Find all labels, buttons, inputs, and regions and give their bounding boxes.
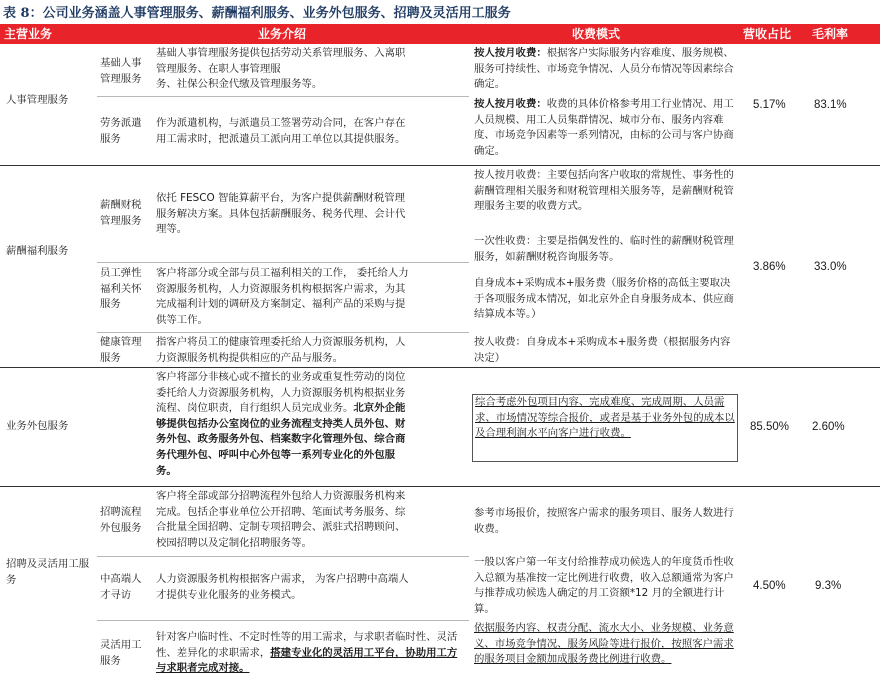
fee-text: 按人按月收费：收费的具体价格参考用工行业情况、用工人员规模、用工人员集群情况、城市分布、服务内容难度、市场竞争因素等一系列情况，由标的公司与客户协商确定。	[474, 98, 734, 157]
fee-text: 按人按月收费：主要包括向客户收取的常规性、事务性的薪酬管理相关服务和财税管理相关服务等，是薪酬财税管理服务主要的收费方式。	[474, 169, 734, 213]
revenue-ratio: 3.86%	[753, 261, 786, 273]
divider	[97, 332, 469, 333]
gross-margin: 33.0%	[814, 261, 847, 273]
gross-margin: 83.1%	[814, 99, 847, 111]
fee-text: 一般以客户第一年支付给推荐成功候选人的年度货币性收入总额为基准按一定比例进行收费，收入总额通常为客户与推荐成功候选人确定的月工资额*12 月的全额进行计算。	[474, 556, 734, 615]
header-gross-margin: 毛利率	[812, 27, 849, 41]
sub-intro: 针对客户临时性、不定时性等的用工需求，与求职者临时性、灵活性、差异化的求职需求，搭建专业化的灵活用工平台，协助用工方与求职者完成对接。	[156, 631, 458, 675]
divider	[97, 262, 469, 263]
header-intro: 业务介绍	[258, 27, 307, 41]
divider	[97, 620, 469, 621]
table-title: 表 8：公司业务涵盖人事管理服务、薪酬福利服务、业务外包服务、招聘及灵活用工服务	[3, 6, 511, 21]
sub-name: 基础人事 管理服务	[100, 57, 142, 85]
revenue-ratio: 4.50%	[753, 580, 786, 592]
sub-intro: 依托 FESCO 智能算薪平台，为客户提供薪酬财税管理 服务解决方案。具体包括薪酬服务、税务代理、会计代 理等。	[156, 192, 406, 236]
sub-intro: 指客户将员工的健康管理委托给人力资源服务机构，人 力资源服务机构提供相应的产品与服务。	[156, 336, 406, 364]
sub-name: 员工弹性 福利关怀 服务	[100, 267, 142, 311]
sub-intro: 作为派遣机构，与派遣员工签署劳动合同，在客户存在 用工需求时，把派遣员工派向用工单位以其提供服务。	[156, 117, 406, 145]
main-business-hr: 人事管理服务	[6, 94, 69, 106]
header-fee: 收费模式	[572, 27, 621, 41]
main-business-outsourcing: 业务外包服务	[6, 420, 69, 432]
header-revenue-ratio: 营收占比	[743, 27, 792, 41]
sub-intro: 客户将部分或全部与员工福利相关的工作， 委托给人力 资源服务机构，人力资源服务机构根据客户需求，为其 完成福利计划的调研及方案制定、福利产品的采购与提 供等工作。	[156, 267, 409, 326]
main-business-payroll: 薪酬福利服务	[6, 245, 69, 257]
revenue-ratio: 85.50%	[750, 421, 790, 433]
sub-name: 薪酬财税 管理服务	[100, 199, 142, 227]
sub-name: 灵活用工 服务	[100, 639, 142, 667]
fee-text: 一次性收费：主要是指偶发性的、临时性的薪酬财税管理服务，如薪酬财税咨询服务等。	[474, 235, 734, 263]
sub-name: 劳务派遣 服务	[100, 117, 142, 145]
gross-margin: 9.3%	[815, 580, 842, 592]
fee-text: 综合考虑外包项目内容、完成难度、完成周期、人员需求、市场情况等综合报价，或者是基于业务外包的成本以及合理利润水平向客户进行收费。	[475, 396, 735, 440]
fee-text: 自身成本+采购成本+服务费（服务价格的高低主要取决于各项服务成本情况，如北京外企自身服务成本、供应商结算成本等。）	[474, 277, 734, 321]
divider	[97, 556, 469, 557]
sub-name: 中高端人 才寻访	[100, 573, 142, 601]
row-divider	[0, 165, 880, 166]
fee-text: 参考市场报价，按照客户需求的服务项目、服务人数进行收费。	[474, 507, 734, 535]
sub-intro: 基础人事管理服务提供包括劳动关系管理服务、入离职 管理服务、在职人事管理服 务、社保公积金代缴及管理服务等。	[156, 47, 406, 91]
gross-margin: 2.60%	[812, 421, 845, 433]
sub-name: 健康管理 服务	[100, 336, 142, 364]
main-business-recruitment: 招聘及灵活用工服务	[6, 558, 90, 586]
sub-name: 招聘流程 外包服务	[100, 506, 142, 534]
revenue-ratio: 5.17%	[753, 99, 786, 111]
fee-text: 按人收费：自身成本+采购成本+服务费（根据服务内容决定）	[474, 336, 731, 364]
sub-intro: 客户将部分非核心或不擅长的业务或重复性劳动的岗位 委托给人力资源服务机构，人力资源服务机构根据业务 流程、岗位职责，自行组织人员完成业务。北京外企能 够提供包括办公室岗位的业务流程支持类人员外包、财 务外包、政务服务外包、档案数字化管理外包、综合商 务代理外包、呼叫中心外包等一系列专业化的外包服 务。	[156, 371, 406, 477]
row-divider	[0, 367, 880, 368]
divider	[97, 96, 469, 97]
fee-text: 按人按月收费：根据客户实际服务内容难度、服务规模、服务可持续性、市场竞争情况、人员分布情况等因素综合确定。	[474, 47, 734, 91]
row-divider	[0, 486, 880, 487]
header-main-business: 主营业务	[4, 27, 53, 41]
sub-intro: 人力资源服务机构根据客户需求， 为客户招聘中高端人 才提供专业化服务的业务模式。	[156, 573, 409, 601]
fee-text: 依据服务内容、权责分配、流水大小、业务规模、业务意义、市场竞争情况、服务风险等进行报价，按照客户需求的服务项目金额加成服务费比例进行收费。	[474, 622, 734, 666]
table-header	[0, 24, 880, 44]
sub-intro: 客户将全部或部分招聘流程外包给人力资源服务机构来 完成。包括企事业单位公开招聘、笔面试考务服务、综 合批量全国招聘、定制专项招聘会、派驻式招聘顾问、 校园招聘以及定制化招聘服务等。	[156, 490, 406, 549]
